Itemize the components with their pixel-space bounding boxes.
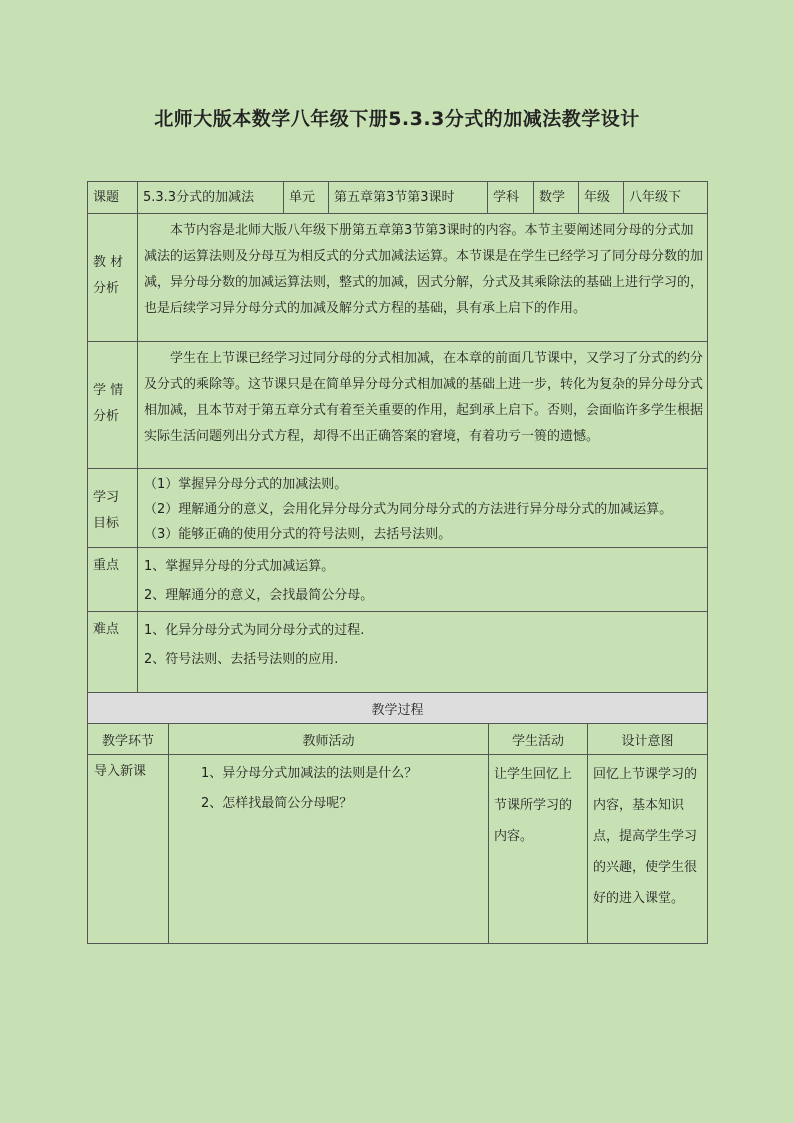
teacher-activity-item: 2、怎样找最简公分母呢？ [201, 796, 353, 811]
process-row [88, 755, 708, 944]
difficulty-item: 1、化异分母分式为同分母分式的过程. [144, 623, 365, 638]
objective-item: （3）能够正确的使用分式的符号法则，去括号法则。 [144, 527, 452, 542]
teaching-process-table [87, 692, 708, 944]
subject-value: 数学 [539, 190, 566, 205]
objectives-list [138, 469, 707, 547]
page-title: 北师大版本数学八年级下册5.3.3分式的加减法教学设计 [154, 108, 640, 130]
column-student: 学生活动 [489, 724, 588, 755]
difficulties-row [88, 612, 708, 700]
objectives-row [88, 469, 708, 548]
teacher-activity-item: 1、异分母分式加减法的法则是什么？ [201, 766, 418, 781]
material-text: 本节内容是北师大版八年级下册第五章第3节第3课时的内容。本节主要阐述同分母的分式加减法的运算法则及分母互为相反式的分式加减法运算。本节课是在学生已经学习了同分母分数的加减，异分母分数的加减运算法则，整式的加减，因式分解，分式及其乘除法的基础上进行学习的，也是后续学习异分母分式的加减及解分式方程的基础，具有承上启下的作用。 [144, 223, 704, 316]
key-points-row [88, 548, 708, 612]
grade-value: 八年级下 [629, 190, 682, 205]
difficulties-list [138, 612, 707, 674]
process-header-row [88, 693, 708, 724]
situation-label: 学 情 分析 [93, 383, 124, 424]
design-intent: 回忆上节课学习的内容，基本知识点，提高学生学习的兴趣，使学生很好的进入课堂。 [593, 767, 698, 906]
teacher-activity [169, 755, 488, 819]
key-points-list [138, 548, 707, 610]
subject-label: 学科 [493, 190, 520, 205]
lesson-info-table [87, 181, 708, 700]
objectives-label: 学习 目标 [93, 490, 120, 531]
material-label: 教 材 分析 [93, 255, 124, 296]
key-point-item: 2、理解通分的意义，会找最简公分母。 [144, 588, 374, 603]
topic-label: 课题 [93, 190, 120, 205]
key-point-item: 1、掌握异分母的分式加减运算。 [144, 559, 335, 574]
process-stage: 导入新课 [94, 764, 147, 779]
material-row [88, 214, 708, 342]
difficulty-item: 2、符号法则、去括号法则的应用. [144, 652, 339, 667]
process-header: 教学过程 [88, 693, 708, 724]
objective-item: （2）理解通分的意义，会用化异分母分式为同分母分式的方法进行异分母分式的加减运算。 [144, 502, 673, 517]
unit-value: 第五章第3节第3课时 [334, 190, 455, 205]
student-activity: 让学生回忆上节课所学习的内容。 [494, 767, 573, 844]
column-teacher: 教师活动 [169, 724, 489, 755]
situation-text: 学生在上节课已经学习过同分母的分式相加减，在本章的前面几节课中，又学习了分式的约分及分式的乘除等。这节课只是在简单异分母分式相加减的基础上进一步，转化为复杂的异分母分式相加减，且本节对于第五章分式有着至关重要的作用，起到承上启下。否则，会面临许多学生根据实际生活问题列出分式方程，却得不出正确答案的窘境，有着功亏一篑的遗憾。 [144, 351, 704, 444]
situation-row [88, 342, 708, 469]
topic-value: 5.3.3分式的加减法 [143, 190, 255, 205]
unit-label: 单元 [289, 190, 316, 205]
grade-label: 年级 [584, 190, 611, 205]
key-points-label: 重点 [93, 558, 120, 573]
column-intent: 设计意图 [588, 724, 708, 755]
info-row [88, 182, 708, 214]
objective-item: （1）掌握异分母分式的加减法则。 [144, 477, 348, 492]
process-columns-row [88, 724, 708, 755]
difficulties-label: 难点 [93, 622, 120, 637]
column-stage: 教学环节 [88, 724, 169, 755]
